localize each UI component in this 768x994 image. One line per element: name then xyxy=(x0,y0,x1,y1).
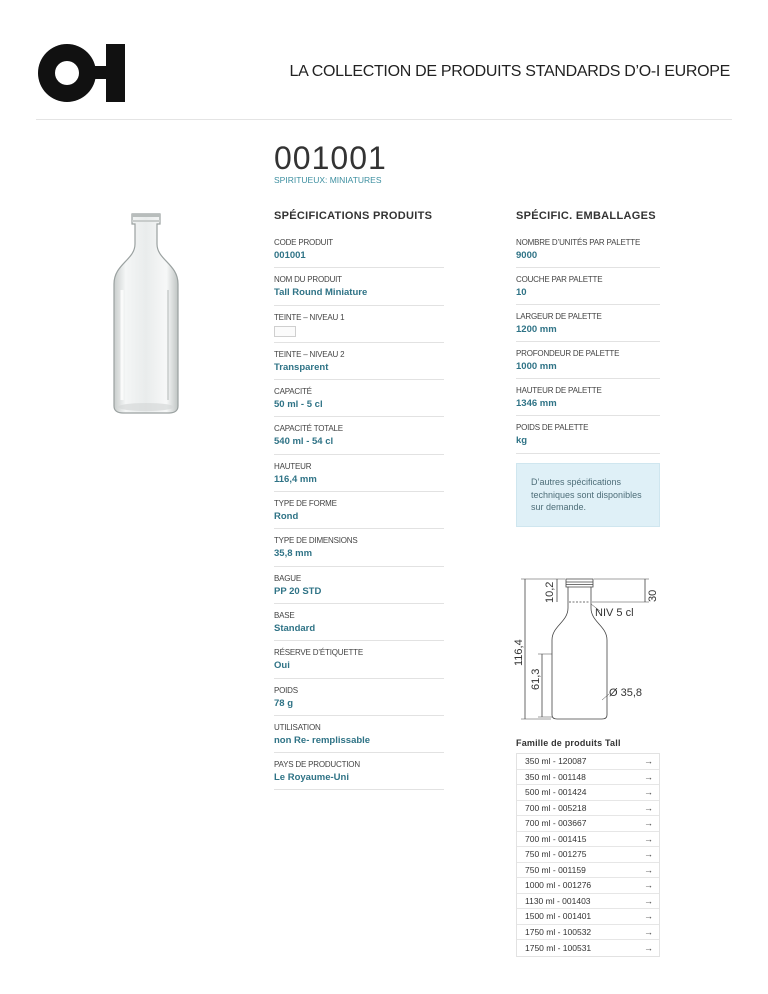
pack-value: kg xyxy=(516,435,528,447)
family-link-label: 350 ml - 120087 xyxy=(525,756,587,767)
header-title: LA COLLECTION DE PRODUITS STANDARDS D’O-I EUROPE xyxy=(289,63,730,80)
spec-value: Rond xyxy=(274,511,299,523)
packaging-heading: SPÉCIFIC. EMBALLAGES xyxy=(516,210,656,222)
spec-value: 35,8 mm xyxy=(274,548,313,560)
arrow-right-icon: → xyxy=(644,895,653,906)
family-link-label: 1500 ml - 001401 xyxy=(525,911,592,922)
spec-row-tint-2 xyxy=(274,343,444,380)
spec-value: Tall Round Miniature xyxy=(274,287,368,299)
oi-logo-icon xyxy=(36,42,128,104)
pack-value: 10 xyxy=(516,287,527,299)
spec-value: Oui xyxy=(274,660,290,672)
arrow-right-icon: → xyxy=(644,911,653,922)
spec-label: CAPACITÉ TOTALE xyxy=(274,424,343,434)
spec-label: BASE xyxy=(274,610,295,620)
pack-row-width xyxy=(516,305,660,342)
dim-height-label: 116,4 xyxy=(513,639,525,666)
spec-row-shape xyxy=(274,492,444,529)
dim-neck-label: 10,2 xyxy=(544,581,556,603)
spec-value: Le Royaume-Uni xyxy=(274,772,349,784)
family-link-label: 500 ml - 001424 xyxy=(525,787,587,798)
family-link-label: 750 ml - 001275 xyxy=(525,849,587,860)
arrow-right-icon: → xyxy=(644,833,653,844)
family-link[interactable] xyxy=(517,754,659,770)
spec-label: CODE PRODUIT xyxy=(274,238,333,247)
spec-label: RÉSERVE D’ÉTIQUETTE xyxy=(274,648,363,658)
family-link[interactable] xyxy=(517,770,659,786)
arrow-right-icon: → xyxy=(644,787,653,798)
family-link-label: 1000 ml - 001276 xyxy=(525,880,592,891)
spec-label: CAPACITÉ xyxy=(274,387,312,397)
spec-row-label-area xyxy=(274,641,444,678)
arrow-right-icon: → xyxy=(644,864,653,875)
spec-label: HAUTEUR xyxy=(274,461,312,471)
spec-value: 78 g xyxy=(274,697,294,709)
dim-top-label: 30 xyxy=(647,589,659,602)
dim-label-height-label: 61,3 xyxy=(530,668,542,690)
pack-value: 9000 xyxy=(516,250,538,261)
family-list xyxy=(516,753,660,957)
pack-label: NOMBRE D’UNITÉS PAR PALETTE xyxy=(516,238,641,247)
spec-label: TYPE DE DIMENSIONS xyxy=(274,536,358,546)
spec-label: TYPE DE FORME xyxy=(274,499,337,509)
spec-row-name xyxy=(274,268,444,305)
product-category: SPIRITUEUX: MINIATURES xyxy=(274,175,382,185)
arrow-right-icon: → xyxy=(644,818,653,829)
arrow-right-icon: → xyxy=(644,942,653,953)
spec-label: UTILISATION xyxy=(274,722,321,732)
arrow-right-icon: → xyxy=(644,756,653,767)
family-link[interactable] xyxy=(517,785,659,801)
spec-row-usage xyxy=(274,716,444,753)
pack-value: 1346 mm xyxy=(516,398,557,410)
family-link-label: 350 ml - 001148 xyxy=(525,771,586,782)
spec-row-country xyxy=(274,753,444,790)
spec-value: non Re- remplissable xyxy=(274,734,371,746)
info-box: D’autres spécifications techniques sont disponibles sur demande. xyxy=(516,463,660,527)
header-divider xyxy=(36,119,732,120)
family-link[interactable] xyxy=(517,878,659,894)
pack-label: LARGEUR DE PALETTE xyxy=(516,312,602,322)
spec-label: PAYS DE PRODUCTION xyxy=(274,760,360,770)
family-link-label: 700 ml - 003667 xyxy=(525,818,587,829)
pack-row-height xyxy=(516,379,660,416)
specs-heading: SPÉCIFICATIONS PRODUITS xyxy=(274,210,433,222)
family-link-label: 700 ml - 001415 xyxy=(525,833,587,844)
family-link[interactable] xyxy=(517,847,659,863)
bottle-photo xyxy=(108,210,184,414)
family-link[interactable] xyxy=(517,940,659,956)
pack-row-weight xyxy=(516,416,660,453)
spec-value: 50 ml - 5 cl xyxy=(274,399,323,411)
spec-value: 540 ml - 54 cl xyxy=(274,436,334,448)
spec-value: Transparent xyxy=(274,361,329,373)
color-swatch xyxy=(274,326,296,337)
arrow-right-icon: → xyxy=(644,771,653,782)
technical-drawing xyxy=(505,572,665,722)
pack-value: 1000 mm xyxy=(516,361,557,373)
spec-row-height xyxy=(274,455,444,492)
packaging-specs-list xyxy=(516,231,660,454)
spec-row-code xyxy=(274,231,444,268)
spec-row-total-capacity xyxy=(274,417,444,454)
spec-row-base xyxy=(274,604,444,641)
arrow-right-icon: → xyxy=(644,926,653,937)
family-link-label: 750 ml - 001159 xyxy=(525,864,586,875)
family-link-label: 1750 ml - 100531 xyxy=(525,942,592,953)
spec-label: TEINTE – NIVEAU 2 xyxy=(274,349,345,359)
family-link-label: 1750 ml - 100532 xyxy=(525,926,592,937)
spec-label: BAGUE xyxy=(274,573,302,583)
spec-row-tint-1 xyxy=(274,306,444,343)
family-link-label: 1130 ml - 001403 xyxy=(525,895,591,906)
family-title: Famille de produits Tall xyxy=(516,738,621,748)
family-link[interactable] xyxy=(517,894,659,910)
pack-value: 1200 mm xyxy=(516,324,557,336)
pack-label: POIDS DE PALETTE xyxy=(516,423,589,433)
spec-value: 001001 xyxy=(274,250,306,261)
family-link[interactable] xyxy=(517,925,659,941)
pack-row-layers xyxy=(516,268,660,305)
spec-row-capacity xyxy=(274,380,444,417)
arrow-right-icon: → xyxy=(644,849,653,860)
spec-value: 116,4 mm xyxy=(274,473,317,485)
family-link[interactable] xyxy=(517,801,659,817)
family-link[interactable] xyxy=(517,909,659,925)
pack-label: PROFONDEUR DE PALETTE xyxy=(516,349,620,359)
spec-label: NOM DU PRODUIT xyxy=(274,275,342,285)
pack-label: COUCHE PAR PALETTE xyxy=(516,275,603,285)
arrow-right-icon: → xyxy=(644,880,653,891)
pack-label: HAUTEUR DE PALETTE xyxy=(516,386,602,396)
spec-value: Standard xyxy=(274,622,316,634)
family-link[interactable] xyxy=(517,863,659,879)
product-specs-list xyxy=(274,231,444,790)
pack-row-depth xyxy=(516,342,660,379)
fill-level-label: NIV 5 cl xyxy=(595,607,634,619)
spec-row-dimensions xyxy=(274,529,444,566)
spec-label: POIDS xyxy=(274,685,298,695)
family-link[interactable] xyxy=(517,816,659,832)
product-code: 001001 xyxy=(274,140,387,176)
family-link[interactable] xyxy=(517,832,659,848)
spec-row-weight xyxy=(274,679,444,716)
family-link-label: 700 ml - 005218 xyxy=(525,802,587,813)
spec-value: PP 20 STD xyxy=(274,585,322,597)
arrow-right-icon: → xyxy=(644,802,653,813)
spec-label: TEINTE – NIVEAU 1 xyxy=(274,312,345,322)
dim-diameter-label: Ø 35,8 xyxy=(609,687,643,699)
spec-row-finish xyxy=(274,567,444,604)
pack-row-units xyxy=(516,231,660,268)
